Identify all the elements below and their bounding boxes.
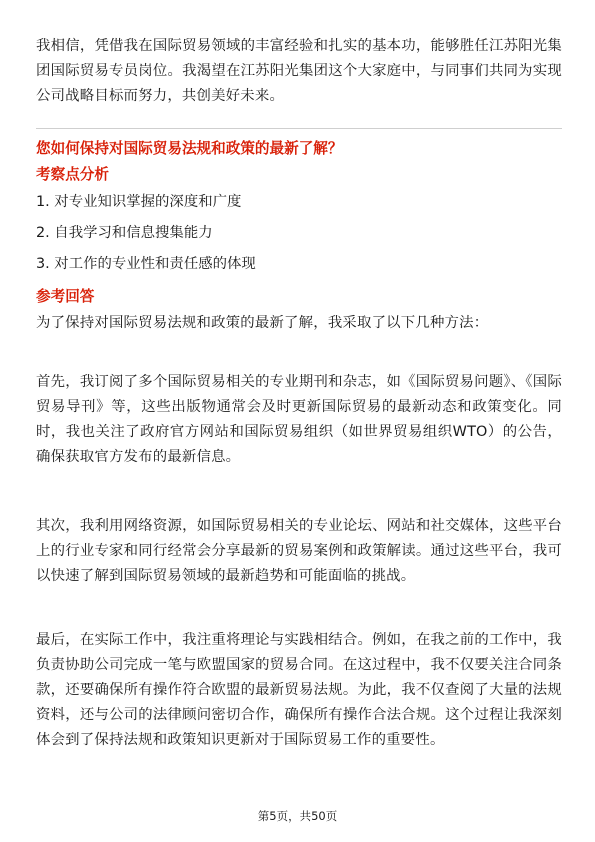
analysis-points-list	[36, 190, 256, 283]
answer-title: 参考回答	[36, 288, 95, 305]
list-item: 1. 对专业知识掌握的深度和广度	[36, 194, 242, 210]
answer-paragraph-1: 首先，我订阅了多个国际贸易相关的专业期刊和杂志，如《国际贸易问题》、《国际贸易导刊》等，这些出版物通常会及时更新国际贸易的最新动态和政策变化。同时，我也关注了政府官方网站和国际贸易组织（如世界贸易组织WTO）的公告，确保获取官方发布的最新信息。	[36, 374, 562, 465]
list-item: 2. 自我学习和信息搜集能力	[36, 225, 213, 241]
intro-paragraph: 我相信，凭借我在国际贸易领域的丰富经验和扎实的基本功，能够胜任江苏阳光集团国际贸易专员岗位。我渴望在江苏阳光集团这个大家庭中，与同事们共同为实现公司战略目标而努力，共创美好未来。	[36, 38, 562, 104]
page-number-footer: 第5页，共50页	[257, 809, 338, 823]
answer-paragraph-2: 其次，我利用网络资源，如国际贸易相关的专业论坛、网站和社交媒体，这些平台上的行业专家和同行经常会分享最新的贸易案例和政策解读。通过这些平台，我可以快速了解到国际贸易领域的最新趋势和可能面临的挑战。	[36, 518, 562, 584]
question-heading: 您如何保持对国际贸易法规和政策的最新了解？	[36, 140, 343, 157]
answer-paragraph-3: 最后，在实际工作中，我注重将理论与实践相结合。例如，在我之前的工作中，我负责协助公司完成一笔与欧盟国家的贸易合同。在这过程中，我不仅要关注合同条款，还要确保所有操作符合欧盟的最新贸易法规。为此，我不仅查阅了大量的法规资料，还与公司的法律顾问密切合作，确保所有操作合法合规。这个过程让我深刻体会到了保持法规和政策知识更新对于国际贸易工作的重要性。	[36, 632, 562, 748]
answer-lead: 为了保持对国际贸易法规和政策的最新了解，我采取了以下几种方法：	[36, 315, 489, 331]
analysis-title: 考察点分析	[36, 166, 109, 183]
list-item: 3. 对工作的专业性和责任感的体现	[36, 256, 256, 272]
section-divider	[36, 128, 562, 129]
